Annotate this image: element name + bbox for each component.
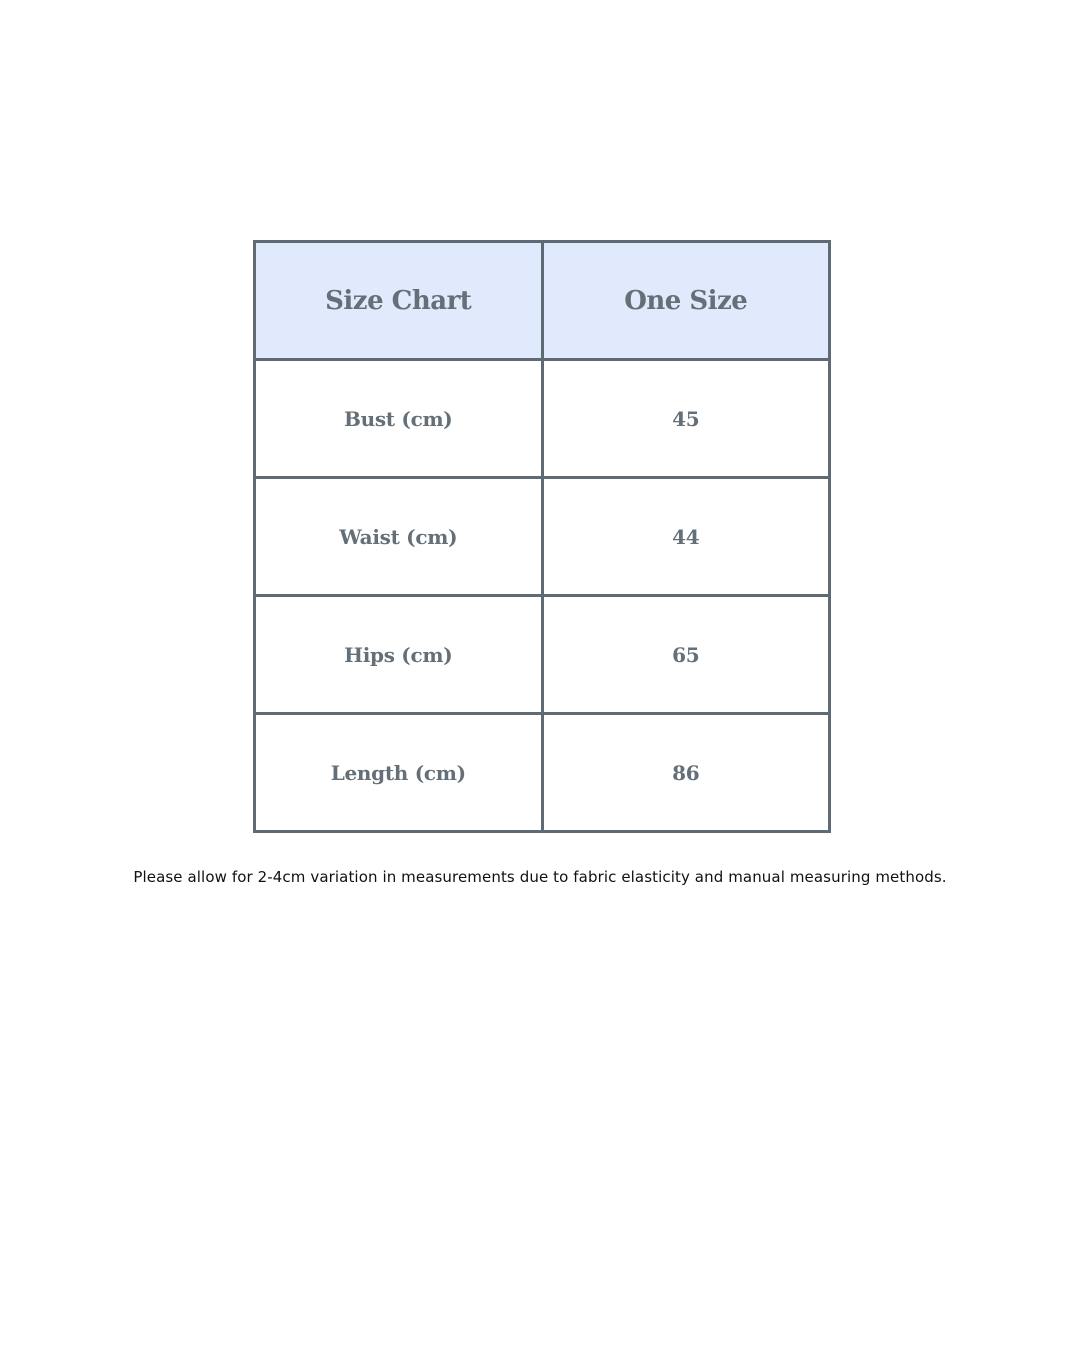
- measurement-note: Please allow for 2-4cm variation in measurements due to fabric elasticity and manual measuring methods.: [133, 868, 947, 886]
- row-label-length: Length (cm): [255, 714, 543, 832]
- table-row: [255, 478, 830, 596]
- size-chart-table: [253, 240, 831, 833]
- table-header-row: [255, 242, 830, 360]
- header-size-chart: Size Chart: [255, 242, 543, 360]
- table-row: [255, 714, 830, 832]
- row-label-waist: Waist (cm): [255, 478, 543, 596]
- row-value-waist: 44: [542, 478, 830, 596]
- row-value-hips: 65: [542, 596, 830, 714]
- table-row: [255, 596, 830, 714]
- row-label-bust: Bust (cm): [255, 360, 543, 478]
- row-value-length: 86: [542, 714, 830, 832]
- row-value-bust: 45: [542, 360, 830, 478]
- row-label-hips: Hips (cm): [255, 596, 543, 714]
- table-row: [255, 360, 830, 478]
- header-one-size: One Size: [542, 242, 830, 360]
